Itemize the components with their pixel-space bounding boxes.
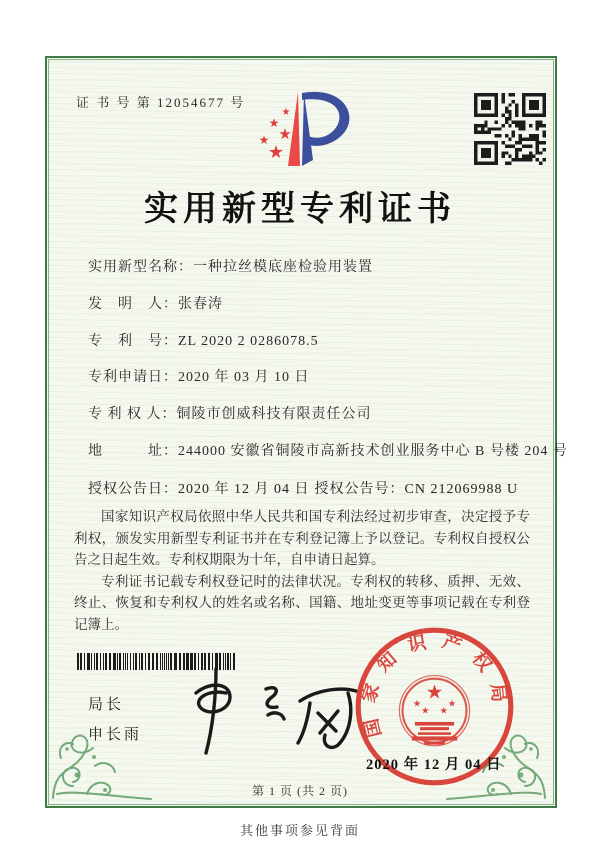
legal-paragraph: 专利证书记载专利权登记时的法律状况。专利权的转移、质押、无效、终止、恢复和专利权人的姓名或名称、国籍、地址变更等事项记载在专利登记簿上。: [74, 573, 530, 632]
field-value: ZL 2020 2 0286078.5: [178, 333, 319, 349]
grant-date-value: 2020 年 12 月 04 日: [178, 482, 310, 497]
seal-date: 2020 年 12 月 04 日: [366, 757, 502, 773]
field-application-date: [88, 366, 528, 403]
svg-text:★: ★: [278, 125, 292, 143]
field-address: [88, 440, 568, 477]
legal-text: [74, 506, 530, 635]
grant-announcement-row: [88, 478, 548, 498]
cnipa-logo-icon: [243, 86, 363, 183]
svg-text:★: ★: [412, 698, 422, 710]
signer-title: 局长: [88, 697, 125, 713]
grant-number-label: 授权公告号：: [314, 482, 405, 497]
commissioner-signature: [180, 655, 360, 770]
certificate-title: 实用新型专利证书: [144, 191, 456, 228]
field-utility-model-name: [88, 256, 528, 293]
field-label: 实用新型名称：: [88, 260, 193, 275]
qr-code-icon: [474, 93, 546, 165]
field-label: 专 利 号：: [88, 333, 178, 349]
field-label: 专利申请日：: [88, 370, 178, 386]
field-patent-number: [88, 330, 528, 367]
field-patentee: [88, 403, 528, 440]
svg-text:★: ★: [281, 107, 291, 118]
field-label: 发 明 人：: [88, 296, 178, 312]
svg-text:★: ★: [267, 142, 285, 163]
field-label: 地 址：: [88, 443, 178, 459]
field-inventor: [88, 293, 528, 330]
svg-text:★: ★: [268, 116, 280, 130]
svg-text:★: ★: [439, 705, 448, 717]
field-value: 铜陵市创威科技有限责任公司: [176, 407, 372, 423]
field-value: 张春涛: [178, 296, 223, 312]
field-value: 一种拉丝模底座检验用装置: [193, 260, 373, 275]
legal-paragraph: 国家知识产权局依照中华人民共和国专利法经过初步审查，决定授予专利权，颁发实用新型专利证书并在专利登记簿上予以登记。专利权自授权公告之日起生效。专利权期限为十年，自申请日起算。: [74, 509, 530, 567]
svg-text:★: ★: [421, 705, 430, 717]
field-value: 244000 安徽省铜陵市高新技术创业服务中心 B 号楼 204 号: [178, 443, 568, 459]
grant-date-label: 授权公告日：: [88, 482, 178, 497]
field-value: 2020 年 03 月 10 日: [178, 370, 310, 386]
page-indicator: 第 1 页 (共 2 页): [252, 784, 348, 798]
certificate-fields: [88, 256, 568, 477]
seal-agency-text: 国家知识产权局: [358, 630, 511, 740]
svg-text:★: ★: [447, 698, 457, 710]
back-side-note: 其他事项参见背面: [239, 823, 360, 838]
grant-date: [88, 478, 310, 498]
field-label: 专 利 权 人：: [88, 407, 177, 423]
svg-text:★: ★: [425, 680, 444, 704]
signer-name: 申长雨: [88, 727, 143, 743]
grant-number-value: CN 212069988 U: [404, 482, 519, 497]
certificate-number: 证 书 号 第 12054677 号: [76, 95, 246, 110]
grant-number: [315, 482, 519, 497]
svg-text:★: ★: [258, 133, 270, 147]
signer-block: [88, 690, 142, 750]
